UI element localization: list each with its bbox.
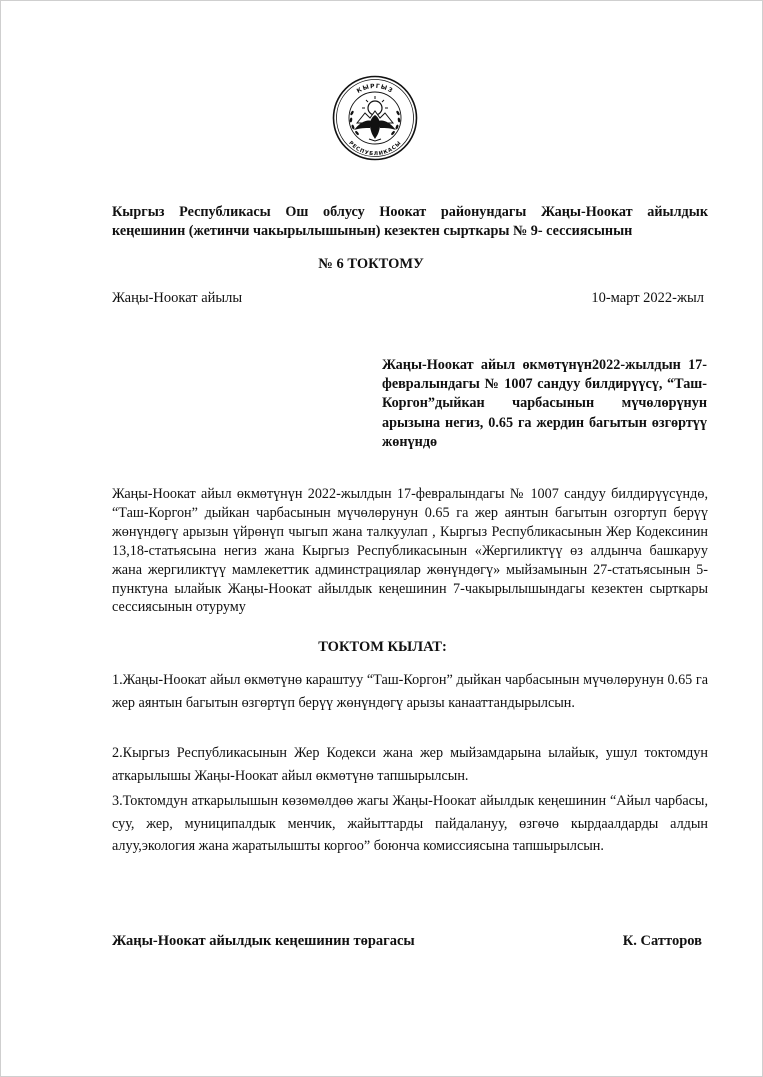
kyrgyz-state-emblem-icon (332, 75, 418, 161)
header-line-2: кеңешинин (жетинчи чакырылышынын) кезектен сырткары № 9- сессиясынын (112, 223, 633, 239)
resolution-heading: ТОКТОМ КЫЛАТ: (318, 639, 447, 655)
header-line-1: Кыргыз Республикасы Ош облусу Ноокат районундагы Жаңы-Ноокат айылдык (112, 204, 708, 220)
signatory-name: К. Сатторов (622, 933, 702, 949)
signatory-title: Жаңы-Ноокат айылдык кеңешинин төрагасы (112, 933, 415, 949)
emblem-bottom-text: РЕСПУБЛИКАСЫ (347, 140, 403, 158)
decree-preamble: Жаңы-Ноокат айыл өкмөтүнүн 2022-жылдын 17-февралындагы № 1007 сандуу билдирүүсүндө, “Таш-Коргон” дыйкан чарбасынын мүчөлөрунун 0.65 га жер аянтын багытын озгортуп берүү жөнүндөгү арызын үйрөнүп чыгып жана талкуулап , Кыргыз Республикасынын Жер Кодексинин 13,18-статьясына негиз жана Кыргыз Республикасынын «Жергиликтүү өз алдынча башкаруу жана жергиликтүү мамлекеттик админстрациялар жөнүндөгү» мыйзамынын 27-статьясынын 5-пунктуна ылайык Жаңы-Ноокат айылдык кеңешинин 7-чакырылышындагы кезектен сырткары сессиясынын отуруму (112, 486, 708, 616)
decree-place: Жаңы-Ноокат айылы (112, 290, 243, 306)
emblem-top-text: КЫРГЫЗ (355, 82, 395, 95)
resolution-item: 1.Жаңы-Ноокат айыл өкмөтүнө караштуу “Таш-Коргон” дыйкан чарбасынын мүчөлөрунун 0.65 га жер аянтын багытын өзгөртүп берүү жөнүндөгү арызы канааттандырылсын. (112, 672, 708, 711)
document-header (112, 203, 708, 241)
svg-text:КЫРГЫЗ (356, 83, 395, 95)
decree-subject: Жаңы-Ноокат айыл өкмөтүнүн2022-жылдын 17-февралындагы № 1007 сандуу билдирүүсү, “Таш-Коргон”дыйкан чарбасынын мүчөлөрүнун арызына негиз, 0.65 га жердин багытын өзгөртүү жөнүндө (382, 357, 707, 450)
decree-date: 10-март 2022-жыл (591, 290, 704, 306)
resolution-item: 3.Токтомдун аткарылышын көзөмөлдөө жагы Жаңы-Ноокат айылдык кеңешинин “Айыл чарбасы, суу, жер, муниципалдык менчик, жайыттарды пайдалануу, өзгөчө кырдаалдарды алдын алуу,экология жана жаратылышты коргоо” боюнча комиссиясына тапшырылсын. (112, 793, 708, 854)
decree-number: № 6 ТОКТОМУ (318, 256, 424, 272)
resolution-item: 2.Кыргыз Республикасынын Жер Кодекси жана жер мыйзамдарына ылайык, ушул токтомдун аткарылышы Жаңы-Ноокат айыл өкмөтүнө тапшырылсын. (112, 745, 708, 784)
